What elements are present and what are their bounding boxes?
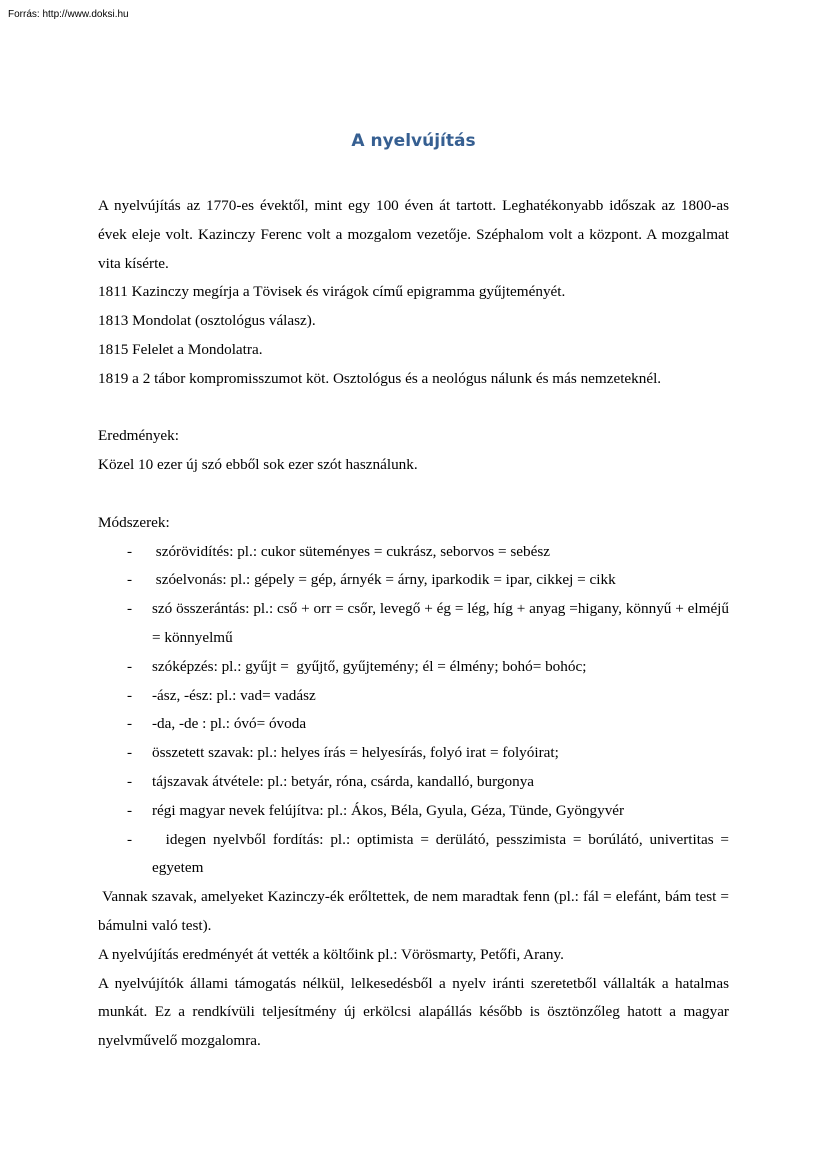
closing-paragraph: Vannak szavak, amelyeket Kazinczy-ék erőltettek, de nem maradtak fenn (pl.: fál = elefánt, bám test = bámulni való test). (98, 888, 733, 934)
methods-list (98, 538, 733, 884)
timeline-item: 1811 Kazinczy megírja a Tövisek és virágok című epigramma gyűjteményét. (98, 283, 566, 301)
list-item (98, 653, 729, 682)
list-item (98, 739, 729, 768)
method-text: tájszavak átvétele: pl.: betyár, róna, csárda, kandalló, burgonya (152, 772, 535, 790)
results-text: Közel 10 ezer új szó ebből sok ezer szót használunk. (98, 456, 418, 474)
methods-heading: Módszerek: (98, 513, 170, 531)
list-item (98, 566, 729, 595)
method-text: -da, -de : pl.: óvó= óvoda (152, 715, 307, 733)
intro-paragraph: A nyelvújítás az 1770-es évektől, mint egy 100 éven át tartott. Leghatékonyabb időszak az 1800-as évek eleje volt. Kazinczy Ferenc volt a mozgalom vezetője. Széphalom volt a központ. A mozgalmat vita kísérte. (98, 197, 729, 272)
closing-paragraph: A nyelvújítók állami támogatás nélkül, lelkesedésből a nyelv iránti szeretetből vállalták a hatalmas munkát. Ez a rendkívüli teljesítmény új erkölcsi alapállás később is ösztönzőleg hatott a magyar nyelvművelő mozgalomra. (98, 974, 729, 1050)
method-text: összetett szavak: pl.: helyes írás = helyesírás, folyó irat = folyóirat; (152, 744, 559, 762)
bullet-dash: - (127, 542, 133, 560)
method-text: régi magyar nevek felújítva: pl.: Ákos, Béla, Gyula, Géza, Tünde, Gyöngyvér (152, 801, 625, 819)
bullet-dash: - (127, 600, 133, 618)
bullet-dash: - (127, 744, 133, 762)
method-text: idegen nyelvből fordítás: pl.: optimista = derülátó, pesszimista = borúlátó, univertitas = egyetem (152, 830, 733, 877)
timeline-item: 1815 Felelet a Mondolatra. (98, 340, 263, 358)
method-text: szórövidítés: pl.: cukor süteményes = cukrász, seborvos = sebész (152, 542, 550, 560)
list-item (98, 595, 729, 653)
document-body (98, 192, 733, 1056)
method-text: szóképzés: pl.: gyűjt = gyűjtő, gyűjtemény; él = élmény; bohó= bohóc; (152, 657, 587, 675)
bullet-dash: - (127, 686, 133, 704)
spacer (98, 394, 729, 423)
method-text: szó összerántás: pl.: cső + orr = csőr, levegő + ég = lég, híg + anyag =higany, könnyű + elméjű = könnyelmű (152, 600, 729, 646)
list-item (98, 682, 729, 711)
list-item (98, 710, 729, 739)
bullet-dash: - (127, 715, 133, 733)
closing-paragraph: A nyelvújítás eredményét át vették a költőink pl.: Vörösmarty, Petőfi, Arany. (98, 945, 564, 963)
timeline-item: 1819 a 2 tábor kompromisszumot köt. Osztológus és a neológus nálunk és más nemzeteknél. (98, 369, 662, 387)
list-item (98, 538, 729, 567)
bullet-dash: - (127, 772, 133, 790)
document-title: A nyelvújítás (351, 131, 476, 151)
list-item (98, 826, 733, 884)
bullet-dash: - (127, 830, 133, 848)
source-header: Forrás: http://www.doksi.hu (8, 9, 129, 20)
method-text: -ász, -ész: pl.: vad= vadász (152, 686, 316, 704)
bullet-dash: - (127, 571, 133, 589)
list-item (98, 768, 729, 797)
method-text: szóelvonás: pl.: gépely = gép, árnyék = árny, iparkodik = ipar, cikkej = cikk (152, 571, 616, 589)
list-item (98, 797, 729, 826)
bullet-dash: - (127, 801, 133, 819)
results-heading: Eredmények: (98, 427, 179, 445)
spacer (98, 480, 729, 509)
timeline-item: 1813 Mondolat (osztológus válasz). (98, 312, 316, 330)
bullet-dash: - (127, 657, 133, 675)
